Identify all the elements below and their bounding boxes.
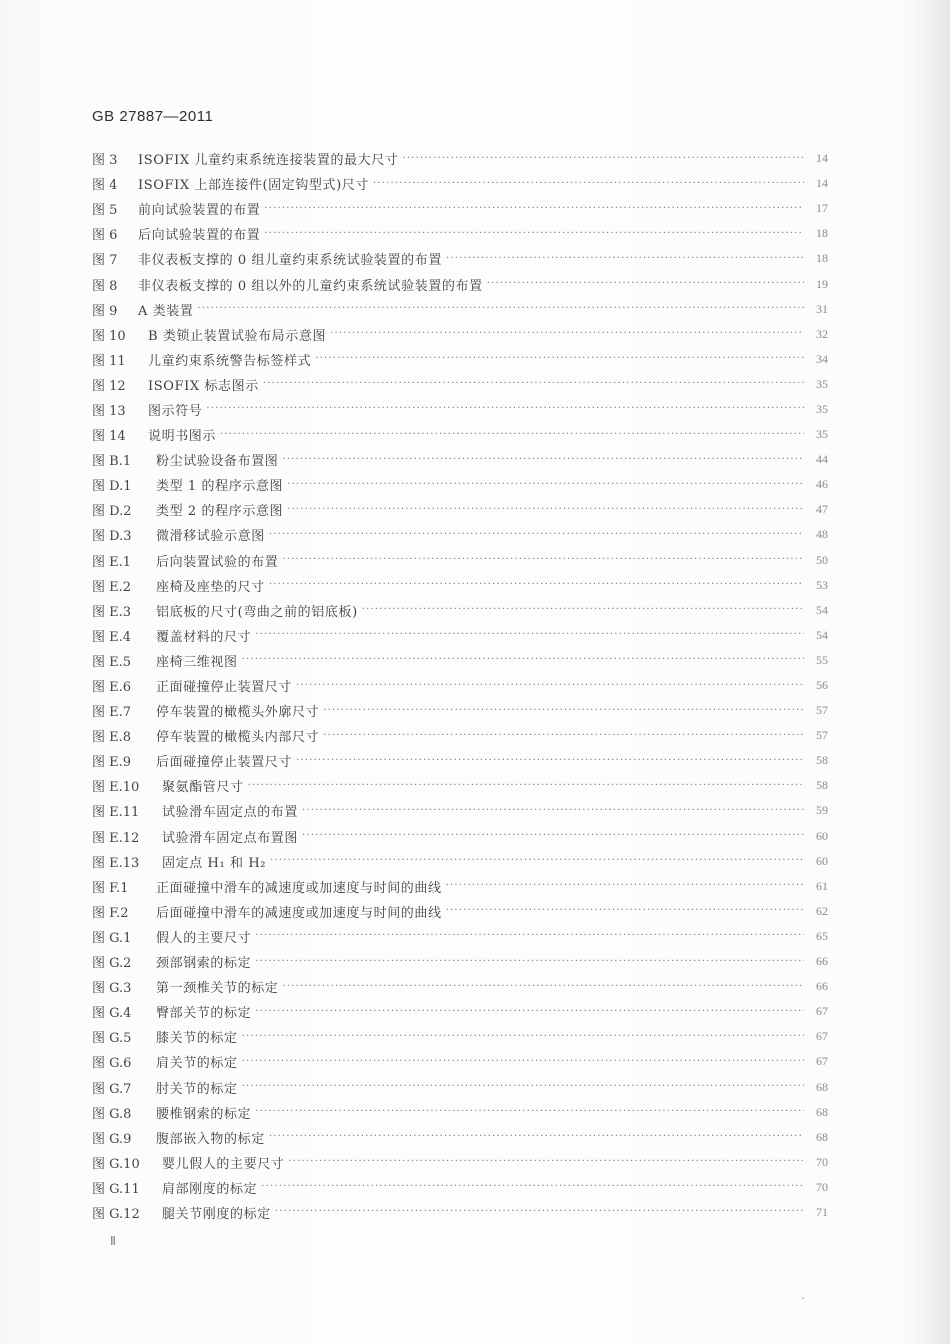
- figure-title: 第一颈椎关节的标定: [156, 981, 279, 997]
- page-number: 46: [816, 477, 828, 492]
- toc-entry[interactable]: [92, 347, 828, 372]
- page-number: 50: [816, 552, 828, 567]
- dot-leader: [220, 428, 804, 442]
- figure-number: 图 E.4: [92, 629, 132, 645]
- dot-leader: [242, 1030, 804, 1044]
- dot-leader: [264, 202, 804, 216]
- dot-leader: [248, 779, 804, 793]
- figure-title: 固定点 H₁ 和 H₂: [162, 855, 267, 871]
- dot-leader: [282, 553, 804, 567]
- figure-title: 聚氨酯管尺寸: [162, 780, 244, 796]
- page-number: 71: [816, 1204, 828, 1219]
- figure-title: 假人的主要尺寸: [156, 930, 252, 946]
- dot-leader: [373, 177, 804, 191]
- dot-leader: [446, 879, 804, 893]
- page-number: 66: [816, 954, 828, 969]
- toc-entry[interactable]: [92, 698, 828, 723]
- toc-entry[interactable]: [92, 146, 828, 171]
- page-number: 34: [816, 351, 828, 366]
- dot-leader: [255, 955, 804, 969]
- figure-title: 后面碰撞停止装置尺寸: [156, 755, 293, 771]
- dot-leader: [288, 1155, 804, 1169]
- page-number: 67: [816, 1054, 828, 1069]
- scan-speck: [802, 1297, 804, 1299]
- page-number: 58: [816, 753, 828, 768]
- figure-title: 婴儿假人的主要尺寸: [162, 1156, 285, 1172]
- figure-number: 图 B.1: [92, 454, 132, 470]
- figure-number: 图 7: [92, 253, 118, 269]
- figure-title: 正面碰撞停止装置尺寸: [156, 680, 293, 696]
- dot-leader: [255, 929, 804, 943]
- toc-entry[interactable]: [92, 849, 828, 874]
- toc-entry[interactable]: [92, 1175, 828, 1200]
- page-number: 18: [816, 251, 828, 266]
- figure-title: B 类锁止装置试验布局示意图: [148, 328, 327, 344]
- figure-list: [92, 146, 828, 1225]
- dot-leader: [323, 729, 804, 743]
- figure-number: 图 10: [92, 328, 126, 344]
- page-number: 58: [816, 778, 828, 793]
- figure-title: 停车装置的橄榄头内部尺寸: [156, 730, 320, 746]
- dot-leader: [302, 829, 804, 843]
- toc-entry[interactable]: [92, 824, 828, 849]
- figure-title: 后向装置试验的布置: [156, 554, 279, 570]
- figure-number: 图 D.2: [92, 504, 132, 520]
- figure-title: 正面碰撞中滑车的减速度或加速度与时间的曲线: [156, 880, 442, 896]
- toc-entry[interactable]: [92, 1150, 828, 1175]
- figure-number: 图 D.3: [92, 529, 132, 545]
- figure-title: 后面碰撞中滑车的减速度或加速度与时间的曲线: [156, 905, 442, 921]
- figure-number: 图 3: [92, 153, 118, 169]
- figure-number: 图 F.2: [92, 905, 129, 921]
- figure-title: ISOFIX 上部连接件(固定钩型式)尺寸: [138, 178, 369, 194]
- toc-entry[interactable]: [92, 1200, 828, 1225]
- page-number: 18: [816, 226, 828, 241]
- dot-leader: [275, 1205, 804, 1219]
- page-number: 62: [816, 903, 828, 918]
- figure-number: 图 13: [92, 403, 126, 419]
- page-number: 35: [816, 401, 828, 416]
- figure-number: 图 G.3: [92, 981, 132, 997]
- figure-title: 停车装置的橄榄头外廓尺寸: [156, 705, 320, 721]
- figure-number: 图 E.5: [92, 654, 132, 670]
- figure-number: 图 E.7: [92, 705, 132, 721]
- toc-entry[interactable]: [92, 999, 828, 1024]
- figure-title: 前向试验装置的布置: [138, 203, 261, 219]
- figure-title: ISOFIX 儿童约束系统连接装置的最大尺寸: [138, 153, 399, 169]
- toc-entry[interactable]: [92, 1074, 828, 1099]
- figure-title: 类型 2 的程序示意图: [156, 504, 284, 520]
- figure-number: 图 9: [92, 303, 118, 319]
- figure-title: 腹部嵌入物的标定: [156, 1131, 265, 1147]
- page-number: 66: [816, 979, 828, 994]
- toc-entry[interactable]: [92, 447, 828, 472]
- toc-entry[interactable]: [92, 221, 828, 246]
- figure-number: 图 G.9: [92, 1131, 132, 1147]
- figure-title: 颈部钢索的标定: [156, 956, 252, 972]
- page-number: 56: [816, 678, 828, 693]
- figure-title: 试验滑车固定点的布置: [162, 805, 299, 821]
- figure-number: 图 E.10: [92, 780, 140, 796]
- dot-leader: [330, 327, 804, 341]
- figure-title: 微滑移试验示意图: [156, 529, 265, 545]
- toc-entry[interactable]: [92, 497, 828, 522]
- figure-number: 图 G.10: [92, 1156, 140, 1172]
- page-number: 67: [816, 1004, 828, 1019]
- toc-entry[interactable]: [92, 271, 828, 296]
- page-number: 17: [816, 201, 828, 216]
- figure-title: 非仪表板支撑的 0 组儿童约束系统试验装置的布置: [138, 253, 442, 269]
- page-number: 57: [816, 703, 828, 718]
- dot-leader: [269, 528, 804, 542]
- figure-title: A 类装置: [138, 303, 194, 319]
- toc-entry[interactable]: [92, 1125, 828, 1150]
- toc-entry[interactable]: [92, 397, 828, 422]
- figure-number: 图 D.1: [92, 479, 132, 495]
- dot-leader: [287, 478, 804, 492]
- page-number: 70: [816, 1154, 828, 1169]
- toc-entry[interactable]: [92, 798, 828, 823]
- dot-leader: [296, 679, 804, 693]
- figure-number: 图 G.1: [92, 930, 132, 946]
- figure-title: 肩关节的标定: [156, 1056, 238, 1072]
- toc-entry[interactable]: [92, 246, 828, 271]
- dot-leader: [323, 704, 804, 718]
- dot-leader: [302, 804, 804, 818]
- figure-number: 图 E.1: [92, 554, 132, 570]
- figure-number: 图 6: [92, 228, 118, 244]
- toc-entry[interactable]: [92, 573, 828, 598]
- page-number: 19: [816, 276, 828, 291]
- toc-entry[interactable]: [92, 673, 828, 698]
- page-number: 35: [816, 376, 828, 391]
- figure-number: 图 G.7: [92, 1081, 132, 1097]
- figure-number: 图 8: [92, 278, 118, 294]
- toc-entry[interactable]: [92, 598, 828, 623]
- page-number: 57: [816, 728, 828, 743]
- dot-leader: [296, 754, 804, 768]
- figure-number: 图 E.9: [92, 755, 132, 771]
- dot-leader: [242, 1080, 804, 1094]
- figure-title: 座椅三维视图: [156, 654, 238, 670]
- figure-number: 图 E.8: [92, 730, 132, 746]
- page-number: 60: [816, 828, 828, 843]
- figure-number: 图 E.3: [92, 604, 132, 620]
- toc-entry[interactable]: [92, 748, 828, 773]
- toc-entry[interactable]: [92, 322, 828, 347]
- toc-entry[interactable]: [92, 623, 828, 648]
- figure-title: 覆盖材料的尺寸: [156, 629, 252, 645]
- page-number: 48: [816, 527, 828, 542]
- dot-leader: [282, 980, 804, 994]
- page-edge-shadow: [914, 0, 950, 1344]
- figure-title: 臀部关节的标定: [156, 1006, 252, 1022]
- figure-number: 图 G.2: [92, 956, 132, 972]
- figure-title: 说明书图示: [148, 429, 217, 445]
- page-number: 14: [816, 151, 828, 166]
- page-number: 55: [816, 652, 828, 667]
- figure-number: 图 G.11: [92, 1181, 140, 1197]
- toc-entry[interactable]: [92, 1100, 828, 1125]
- page-number: 32: [816, 326, 828, 341]
- dot-leader: [261, 1180, 804, 1194]
- toc-entry[interactable]: [92, 522, 828, 547]
- figure-number: 图 11: [92, 353, 126, 369]
- toc-entry[interactable]: [92, 974, 828, 999]
- dot-leader: [487, 277, 804, 291]
- figure-title: 腰椎钢索的标定: [156, 1106, 252, 1122]
- figure-number: 图 G.4: [92, 1006, 132, 1022]
- figure-title: 图示符号: [148, 403, 203, 419]
- figure-title: 后向试验装置的布置: [138, 228, 261, 244]
- document-standard-number: GB 27887—2011: [92, 108, 214, 125]
- figure-number: 图 12: [92, 378, 126, 394]
- figure-number: 图 F.1: [92, 880, 129, 896]
- dot-leader: [362, 603, 804, 617]
- figure-number: 图 G.5: [92, 1031, 132, 1047]
- figure-number: 图 G.12: [92, 1206, 140, 1222]
- figure-title: 铝底板的尺寸(弯曲之前的铝底板): [156, 604, 358, 620]
- toc-entry[interactable]: [92, 723, 828, 748]
- figure-number: 图 E.13: [92, 855, 140, 871]
- figure-title: 肩部刚度的标定: [162, 1181, 258, 1197]
- page-number: 44: [816, 452, 828, 467]
- dot-leader: [242, 1055, 804, 1069]
- figure-title: 腿关节刚度的标定: [162, 1206, 271, 1222]
- toc-entry[interactable]: [92, 949, 828, 974]
- figure-title: 非仪表板支撑的 0 组以外的儿童约束系统试验装置的布置: [138, 278, 483, 294]
- figure-title: 座椅及座垫的尺寸: [156, 579, 265, 595]
- page-number: 68: [816, 1079, 828, 1094]
- figure-number: 图 4: [92, 178, 118, 194]
- page-number: 54: [816, 602, 828, 617]
- toc-entry[interactable]: [92, 171, 828, 196]
- page-number: 61: [816, 878, 828, 893]
- page-number: 47: [816, 502, 828, 517]
- dot-leader: [255, 1005, 804, 1019]
- toc-entry[interactable]: [92, 773, 828, 798]
- dot-leader: [269, 1130, 804, 1144]
- dot-leader: [255, 628, 804, 642]
- page-number: 31: [816, 301, 828, 316]
- figure-number: 图 E.11: [92, 805, 140, 821]
- toc-entry[interactable]: [92, 874, 828, 899]
- dot-leader: [270, 854, 804, 868]
- toc-entry[interactable]: [92, 899, 828, 924]
- dot-leader: [264, 227, 804, 241]
- figure-number: 图 5: [92, 203, 118, 219]
- figure-number: 图 E.12: [92, 830, 140, 846]
- dot-leader: [282, 453, 804, 467]
- page-number: 65: [816, 928, 828, 943]
- toc-entry[interactable]: [92, 472, 828, 497]
- toc-entry[interactable]: [92, 422, 828, 447]
- toc-entry[interactable]: [92, 1049, 828, 1074]
- page-number: 68: [816, 1129, 828, 1144]
- page-folio: Ⅱ: [110, 1234, 116, 1248]
- dot-leader: [198, 302, 804, 316]
- figure-title: 类型 1 的程序示意图: [156, 479, 284, 495]
- figure-number: 图 E.6: [92, 680, 132, 696]
- dot-leader: [242, 653, 804, 667]
- dot-leader: [287, 503, 804, 517]
- figure-title: 试验滑车固定点布置图: [162, 830, 299, 846]
- page-number: 14: [816, 176, 828, 191]
- figure-title: 肘关节的标定: [156, 1081, 238, 1097]
- dot-leader: [269, 578, 804, 592]
- toc-entry[interactable]: [92, 297, 828, 322]
- toc-entry[interactable]: [92, 196, 828, 221]
- dot-leader: [315, 352, 804, 366]
- figure-title: 儿童约束系统警告标签样式: [148, 353, 312, 369]
- dot-leader: [446, 904, 804, 918]
- page-number: 70: [816, 1179, 828, 1194]
- figure-number: 图 G.8: [92, 1106, 132, 1122]
- page-number: 60: [816, 853, 828, 868]
- dot-leader: [263, 377, 804, 391]
- toc-entry[interactable]: [92, 372, 828, 397]
- toc-entry[interactable]: [92, 1024, 828, 1049]
- page-number: 35: [816, 427, 828, 442]
- dot-leader: [255, 1105, 804, 1119]
- page-number: 53: [816, 577, 828, 592]
- toc-entry[interactable]: [92, 648, 828, 673]
- toc-entry[interactable]: [92, 924, 828, 949]
- figure-number: 图 G.6: [92, 1056, 132, 1072]
- figure-number: 图 14: [92, 429, 126, 445]
- figure-number: 图 E.2: [92, 579, 132, 595]
- page-number: 59: [816, 803, 828, 818]
- figure-title: 粉尘试验设备布置图: [156, 454, 279, 470]
- page-number: 67: [816, 1029, 828, 1044]
- page-number: 54: [816, 627, 828, 642]
- page-number: 68: [816, 1104, 828, 1119]
- toc-entry[interactable]: [92, 548, 828, 573]
- dot-leader: [206, 402, 804, 416]
- figure-title: ISOFIX 标志图示: [148, 378, 259, 394]
- dot-leader: [446, 252, 804, 266]
- figure-title: 膝关节的标定: [156, 1031, 238, 1047]
- dot-leader: [402, 152, 804, 166]
